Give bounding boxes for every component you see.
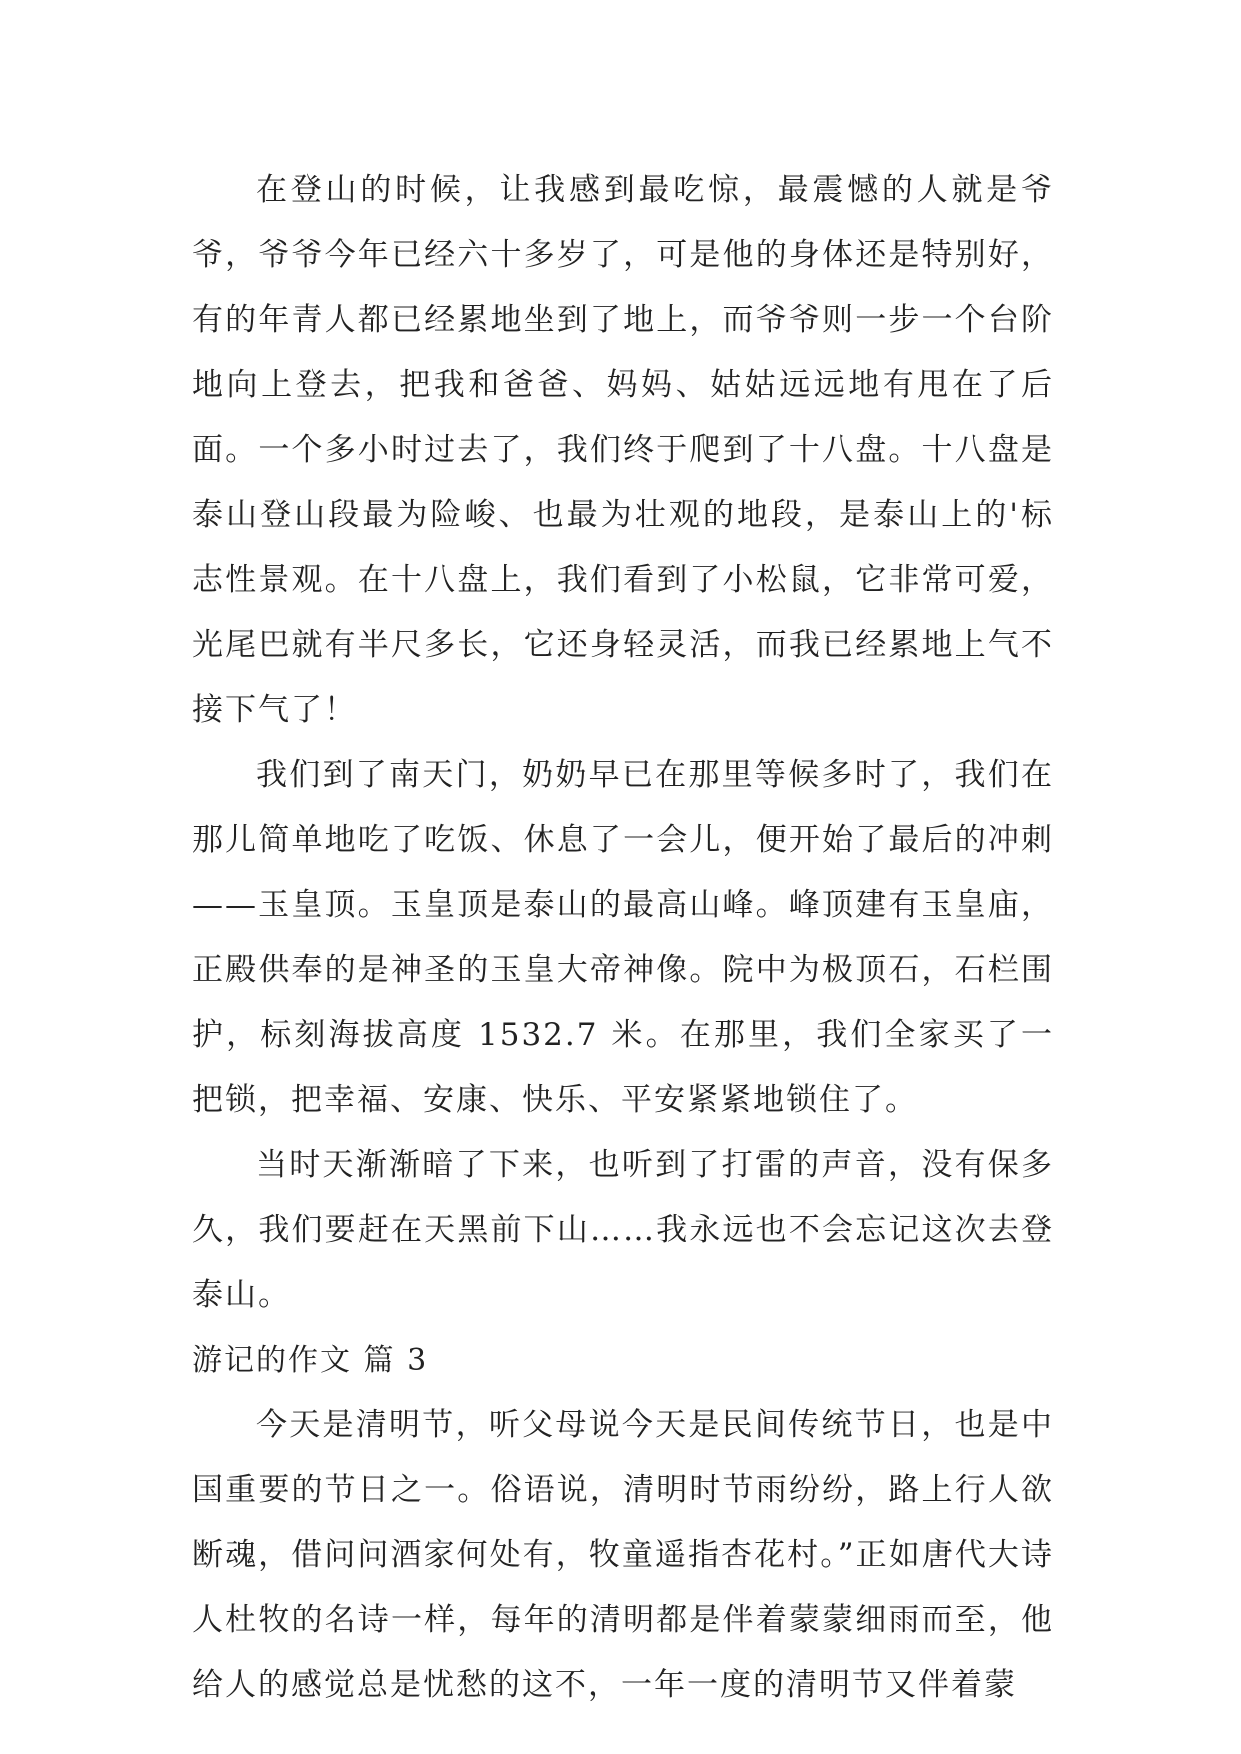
- document-body: [192, 158, 1054, 1718]
- paragraph-descend: 当时天渐渐暗了下来，也听到了打雷的声音，没有保多久，我们要赶在天黑前下山……我永远也不会忘记这次去登泰山。: [192, 1147, 1054, 1313]
- paragraph-climbing-grandpa: 在登山的时候，让我感到最吃惊，最震憾的人就是爷爷，爷爷今年已经六十多岁了，可是他的身体还是特别好，有的年青人都已经累地坐到了地上，而爷爷则一步一个台阶地向上登去，把我和爸爸、妈妈、姑姑远远地有甩在了后面。一个多小时过去了，我们终于爬到了十八盘。十八盘是泰山登山段最为险峻、也最为壮观的地段，是泰山上的'标志性景观。在十八盘上，我们看到了小松鼠，它非常可爱，光尾巴就有半尺多长，它还身轻灵活，而我已经累地上气不接下气了！: [192, 172, 1054, 728]
- paragraph-nantianmen: 我们到了南天门，奶奶早已在那里等候多时了，我们在那儿简单地吃了吃饭、休息了一会儿，便开始了最后的冲刺——玉皇顶。玉皇顶是泰山的最高山峰。峰顶建有玉皇庙，正殿供奉的是神圣的玉皇大帝神像。院中为极顶石，石栏围护，标刻海拔高度 1532.7 米。在那里，我们全家买了一把锁，把幸福、安康、快乐、平安紧紧地锁住了。: [192, 757, 1054, 1118]
- paragraph-qingming: 今天是清明节，听父母说今天是民间传统节日，也是中国重要的节日之一。俗语说，清明时节雨纷纷，路上行人欲断魂，借问问酒家何处有，牧童遥指杏花村。”正如唐代大诗人杜牧的名诗一样，每年的清明都是伴着蒙蒙细雨而至，他给人的感觉总是忧愁的这不，一年一度的清明节又伴着蒙: [192, 1407, 1054, 1703]
- section-heading: 游记的作文 篇 3: [192, 1343, 429, 1378]
